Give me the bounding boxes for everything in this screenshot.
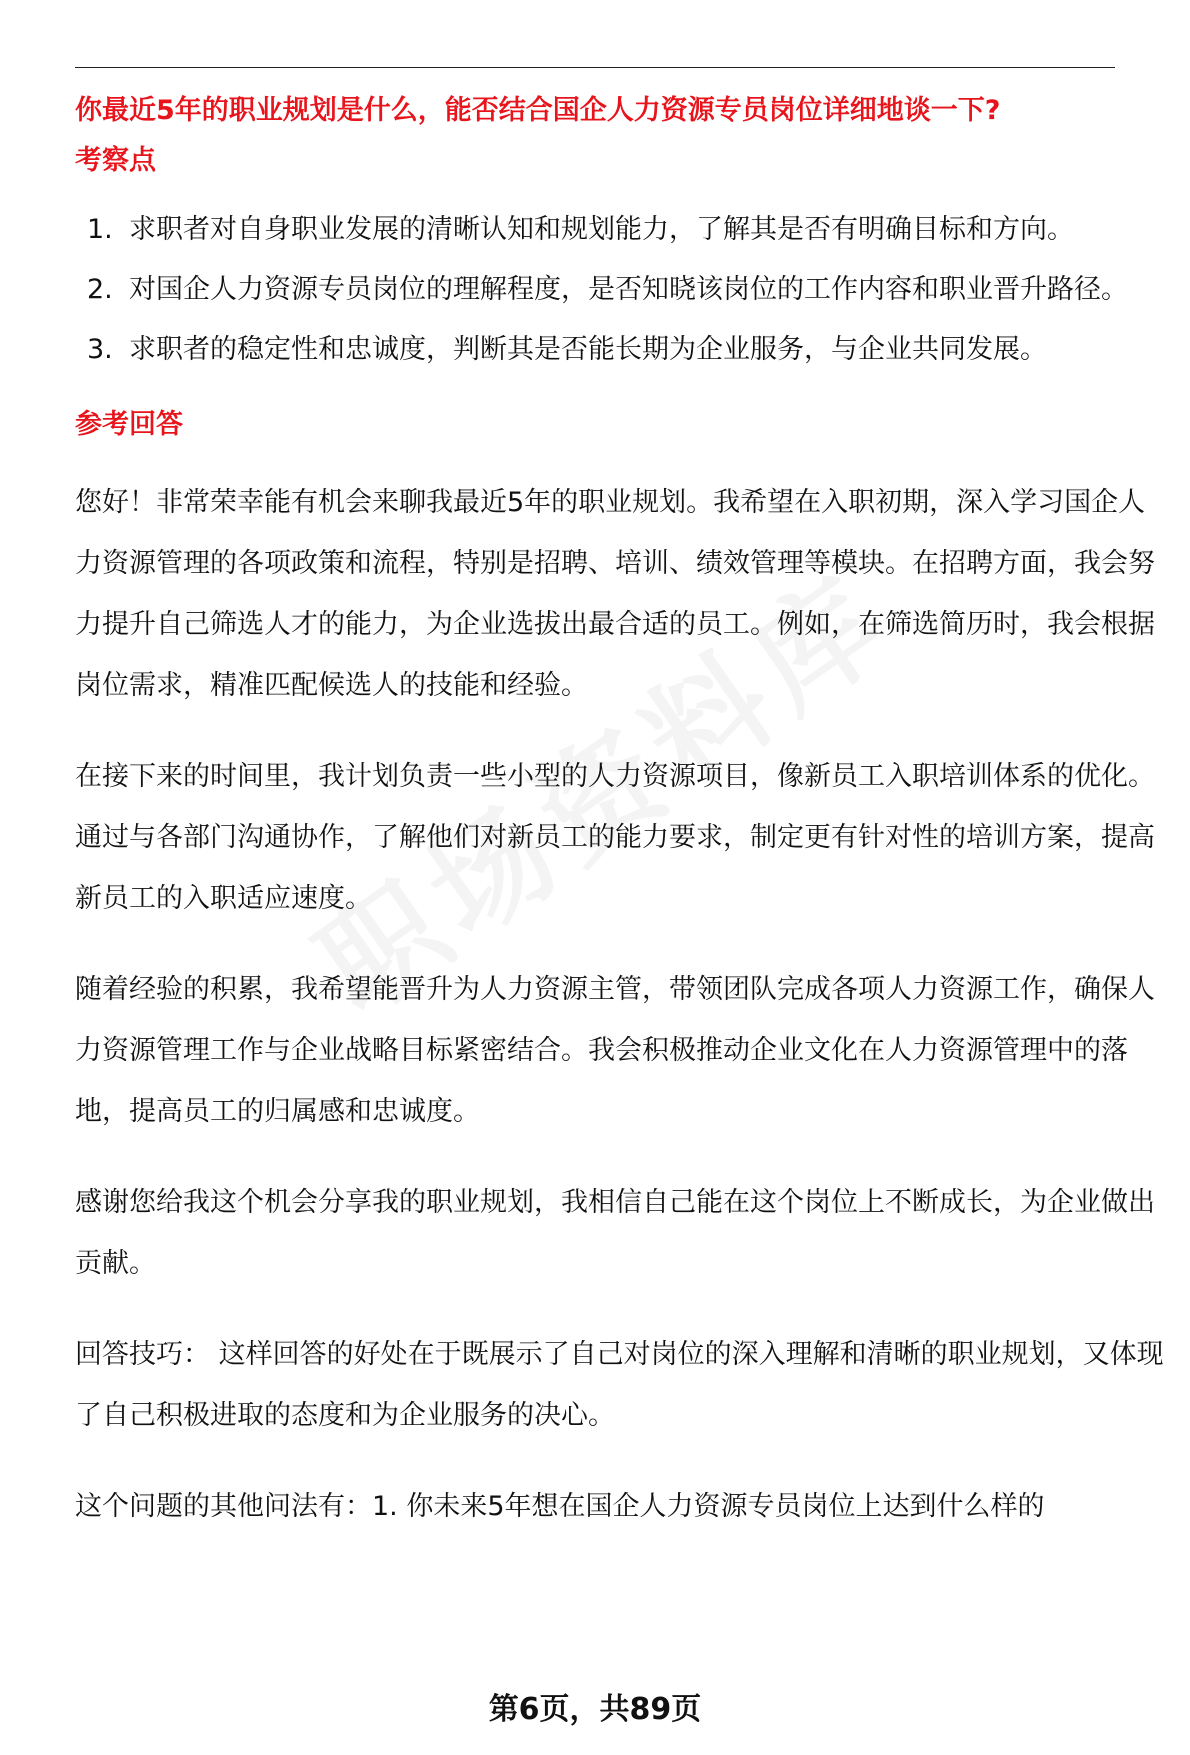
top-divider (75, 67, 1115, 68)
answer-paragraph: 随着经验的积累，我希望能晋升为人力资源主管，带领团队完成各项人力资源工作，确保人力资源管理工作与企业战略目标紧密结合。我会积极推动企业文化在人力资源管理中的落地，提高员工的归属感和忠诚度。 (75, 974, 1155, 1127)
exam-point-item (75, 200, 1170, 260)
question-title: 你最近5年的职业规划是什么，能否结合国企人力资源专员岗位详细地谈一下? (75, 95, 1001, 126)
page-number-footer: 第6页，共89页 (488, 1692, 702, 1727)
exam-points-list (75, 200, 1170, 380)
exam-point-text: 对国企人力资源专员岗位的理解程度，是否知晓该岗位的工作内容和职业晋升路径。 (129, 274, 1128, 305)
exam-point-text: 求职者的稳定性和忠诚度，判断其是否能长期为企业服务，与企业共同发展。 (129, 334, 1047, 365)
exam-point-number: 3. (87, 334, 113, 365)
exam-points-heading: 考察点 (75, 145, 156, 176)
exam-point-number: 2. (87, 274, 113, 305)
reference-answer-heading: 参考回答 (75, 409, 183, 440)
exam-point-text: 求职者对自身职业发展的清晰认知和规划能力，了解其是否有明确目标和方向。 (129, 214, 1074, 245)
answer-paragraph: 您好！非常荣幸能有机会来聊我最近5年的职业规划。我希望在入职初期，深入学习国企人力资源管理的各项政策和流程，特别是招聘、培训、绩效管理等模块。在招聘方面，我会努力提升自己筛选人才的能力，为企业选拔出最合适的员工。例如，在筛选简历时，我会根据岗位需求，精准匹配候选人的技能和经验。 (75, 487, 1155, 701)
exam-point-number: 1. (87, 214, 113, 245)
page-content (75, 86, 1170, 1537)
answer-paragraph: 感谢您给我这个机会分享我的职业规划，我相信自己能在这个岗位上不断成长，为企业做出贡献。 (75, 1187, 1155, 1279)
alternative-questions-paragraph: 这个问题的其他问法有：1. 你未来5年想在国企人力资源专员岗位上达到什么样的 (75, 1491, 1045, 1522)
answer-tips-paragraph: 回答技巧： 这样回答的好处在于既展示了自己对岗位的深入理解和清晰的职业规划，又体现了自己积极进取的态度和为企业服务的决心。 (75, 1339, 1164, 1431)
exam-point-item (75, 260, 1170, 320)
exam-point-item (75, 320, 1170, 380)
answer-paragraph: 在接下来的时间里，我计划负责一些小型的人力资源项目，像新员工入职培训体系的优化。通过与各部门沟通协作，了解他们对新员工的能力要求，制定更有针对性的培训方案，提高新员工的入职适应速度。 (75, 761, 1155, 914)
